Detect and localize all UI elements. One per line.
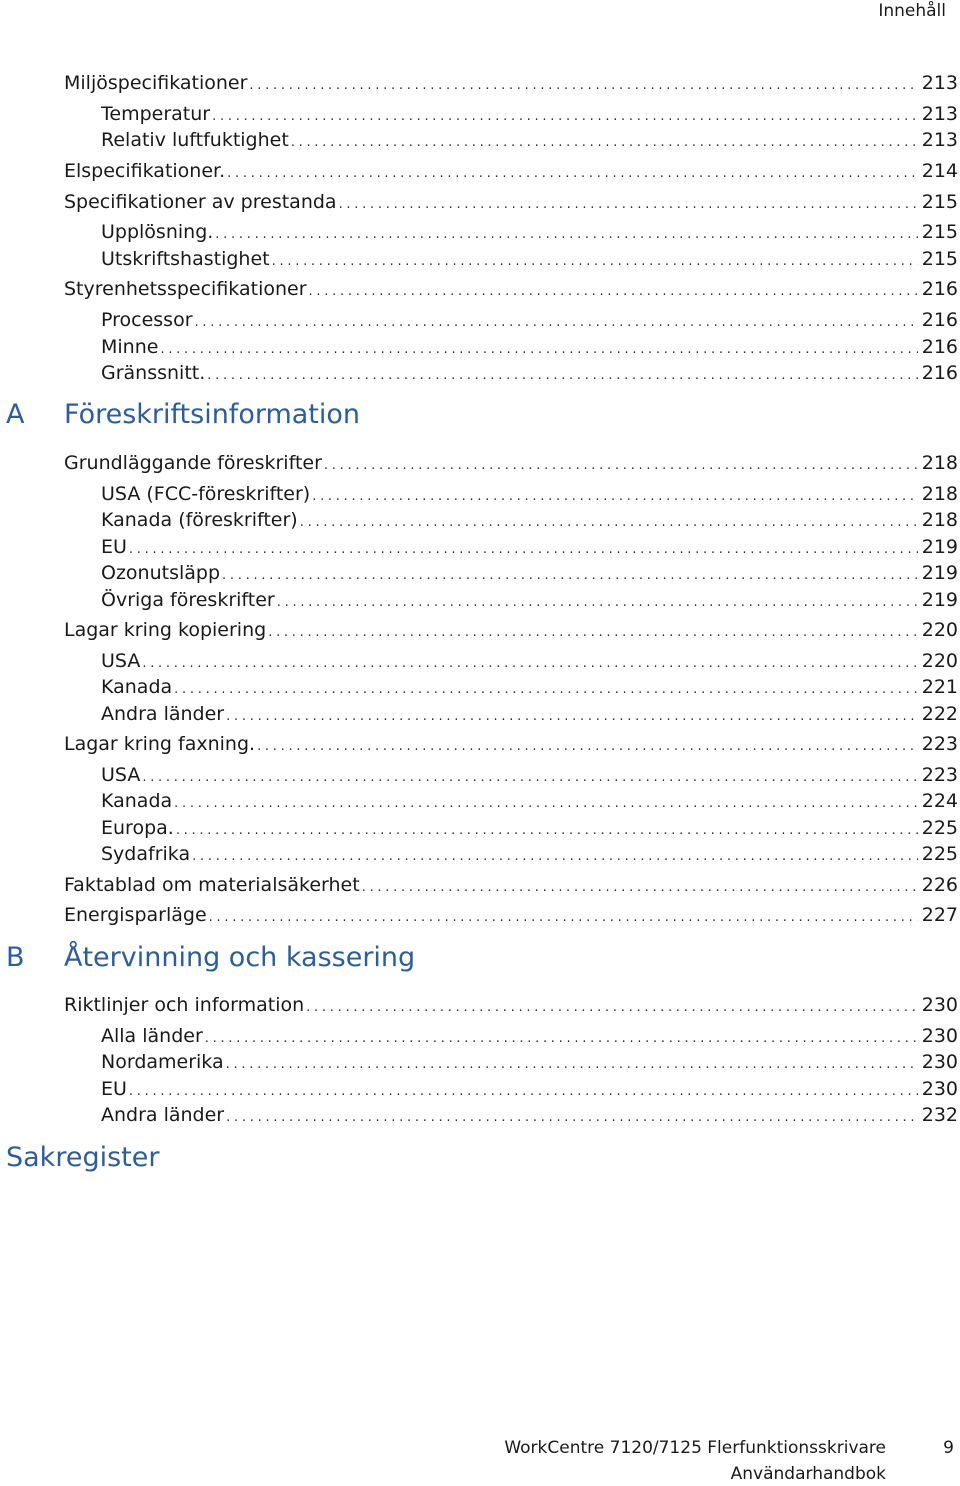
dot-leader [324,454,918,478]
index-heading[interactable]: Sakregister [6,1142,160,1173]
toc-entry[interactable] [101,675,958,702]
toc-entry-label: Specifikationer av prestanda [64,191,337,213]
dot-leader [195,311,918,335]
toc-entry-label: Relativ luftfuktighet [101,129,289,151]
toc-entry-page: 216 [921,362,958,384]
footer-guide-name: Användarhandbok [730,1464,886,1484]
toc-entry-page: 232 [921,1104,958,1126]
toc-entry[interactable] [101,335,958,362]
toc-entry-page: 230 [921,1078,958,1100]
toc-entry-label: Alla länder [101,1025,203,1047]
toc-entry-page: 216 [921,336,958,358]
toc-entry-label: Utskriftshastighet [101,248,270,270]
toc-entry-page: 224 [921,790,958,812]
toc-entry-page: 214 [921,160,958,182]
toc-entry[interactable] [64,993,958,1020]
dot-leader [339,193,918,217]
toc-entry-label: Kanada [101,676,173,698]
toc-entry[interactable] [101,361,958,388]
toc-entry[interactable] [101,702,958,729]
toc-entry-label: Miljöspecifikationer [64,72,248,94]
toc-entry-label: Sydafrika [101,843,191,865]
toc-entry[interactable] [64,159,958,186]
toc-entry[interactable] [101,789,958,816]
toc-entry-label: Temperatur [101,103,211,125]
dot-leader [362,876,918,900]
dot-leader [277,591,918,615]
toc-entry[interactable] [64,732,958,759]
dot-leader [215,223,917,247]
toc-entry[interactable] [101,561,958,588]
toc-entry-label: Kanada (föreskrifter) [101,509,298,531]
toc-entry-label: Lagar kring kopiering [64,619,267,641]
toc-entry-page: 222 [921,703,958,725]
dot-leader [268,621,918,645]
dot-leader [222,564,918,588]
dot-leader [306,996,918,1020]
toc-entry-page: 223 [921,733,958,755]
toc-entry-page: 218 [921,509,958,531]
dot-leader [257,735,918,759]
toc-entry[interactable] [101,1103,958,1130]
toc-entry-page: 216 [921,309,958,331]
toc-entry-page: 220 [921,650,958,672]
toc-entry-page: 219 [921,589,958,611]
appendix-a-heading[interactable] [0,398,960,434]
appendix-title: Föreskriftsinformation [64,399,361,430]
dot-leader [312,485,918,509]
toc-entry[interactable] [101,482,958,509]
toc-entry-page: 230 [921,994,958,1016]
toc-entry[interactable] [64,71,958,98]
toc-entry-label: Riktlinjer och information [64,994,305,1016]
toc-entry-label: Andra länder [101,1104,225,1126]
appendix-letter: A [6,399,25,430]
toc-entry-label: Nordamerika [101,1051,224,1073]
appendix-b-heading[interactable] [0,941,960,977]
dot-leader [192,845,918,869]
toc-entry-label: Övriga föreskrifter [101,589,275,611]
toc-entry[interactable] [101,1050,958,1077]
toc-entry-label: Faktablad om materialsäkerhet [64,874,360,896]
dot-leader [300,511,918,535]
toc-entry-label: Grundläggande föreskrifter [64,452,322,474]
dot-leader [142,766,917,790]
toc-entry-label: Europa. [101,817,174,839]
toc-entry-label: Elspecifikationer. [64,160,226,182]
toc-entry-page: 219 [921,536,958,558]
toc-entry-page: 218 [921,483,958,505]
toc-entry-page: 223 [921,764,958,786]
toc-entry-label: EU [101,536,127,558]
toc-entry-page: 227 [921,904,958,926]
toc-entry[interactable] [101,128,958,155]
toc-entry[interactable] [101,842,958,869]
toc-entry[interactable] [101,649,958,676]
toc-entry[interactable] [101,588,958,615]
toc-entry[interactable] [101,763,958,790]
toc-entry-page: 215 [921,221,958,243]
toc-entry-label: USA [101,650,141,672]
toc-entry-label: Energisparläge [64,904,207,926]
dot-leader [129,1080,918,1104]
toc-entry-page: 225 [921,843,958,865]
dot-leader [291,131,918,155]
toc-entry-label: Styrenhetsspecifikationer [64,278,307,300]
toc-entry[interactable] [64,618,958,645]
appendix-letter: B [6,942,25,973]
toc-entry-page: 213 [921,72,958,94]
toc-entry-page: 215 [921,191,958,213]
toc-entry-page: 216 [921,278,958,300]
toc-entry-page: 225 [921,817,958,839]
toc-entry-page: 218 [921,452,958,474]
dot-leader [209,906,918,930]
dot-leader [249,74,917,98]
toc-entry-page: 213 [921,129,958,151]
dot-leader [174,792,918,816]
dot-leader [212,105,918,129]
toc-entry[interactable] [101,1024,958,1051]
dot-leader [160,338,917,362]
dot-leader [226,1106,918,1130]
toc-entry-label: EU [101,1078,127,1100]
toc-entry[interactable] [64,903,958,930]
toc-entry-label: Processor [101,309,193,331]
toc-entry[interactable] [101,535,958,562]
toc-entry-label: Andra länder [101,703,225,725]
dot-leader [226,705,918,729]
running-header: Innehåll [878,1,946,21]
toc-entry-page: 219 [921,562,958,584]
toc-entry-page: 220 [921,619,958,641]
dot-leader [176,819,918,843]
toc-entry[interactable] [101,308,958,335]
dot-leader [174,678,918,702]
toc-entry-label: Upplösning. [101,221,214,243]
toc-entry[interactable] [101,508,958,535]
toc-entry-label: Kanada [101,790,173,812]
toc-entry[interactable] [101,1077,958,1104]
toc-entry[interactable] [101,247,958,274]
footer-product-name: WorkCentre 7120/7125 Flerfunktionsskrivare [504,1438,886,1458]
dot-leader [227,162,918,186]
toc-entry-page: 213 [921,103,958,125]
toc-entry-label: USA [101,764,141,786]
dot-leader [309,280,918,304]
toc-entry-label: USA (FCC-föreskrifter) [101,483,311,505]
toc-entry-page: 230 [921,1025,958,1047]
toc-entry-label: Gränssnitt. [101,362,206,384]
toc-entry[interactable] [101,220,958,247]
dot-leader [272,250,918,274]
toc-entry-label: Minne [101,336,159,358]
toc-entry[interactable] [101,102,958,129]
dot-leader [207,364,917,388]
toc-entry-page: 215 [921,248,958,270]
toc-entry-label: Lagar kring faxning. [64,733,256,755]
dot-leader [129,538,918,562]
toc-entry-label: Ozonutsläpp [101,562,221,584]
toc-entry[interactable] [64,451,958,478]
toc-entry[interactable] [101,816,958,843]
toc-entry-page: 230 [921,1051,958,1073]
appendix-title: Återvinning och kassering [64,942,416,973]
toc-entry-page: 221 [921,676,958,698]
toc-entry[interactable] [64,190,958,217]
dot-leader [142,652,917,676]
toc-entry-page: 226 [921,874,958,896]
toc-entry[interactable] [64,277,958,304]
toc-entry[interactable] [64,873,958,900]
dot-leader [226,1053,918,1077]
page-number: 9 [943,1438,954,1458]
dot-leader [205,1027,918,1051]
